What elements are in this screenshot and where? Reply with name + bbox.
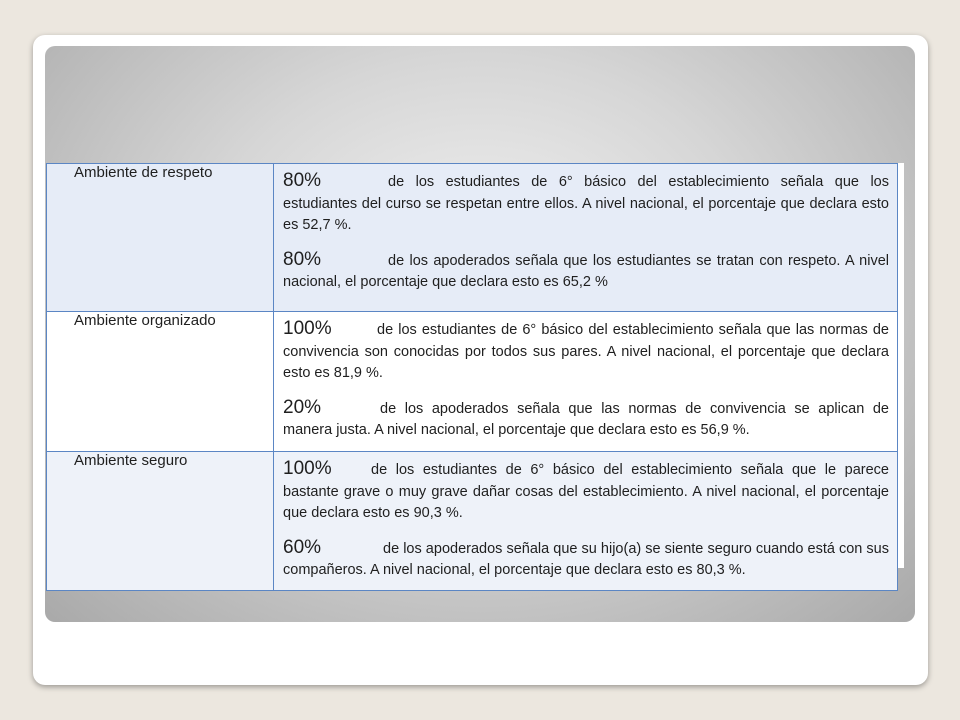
stat-text: de los apoderados señala que los estudiantes se tratan con respeto. A nivel nacional, el porcentaje que declara esto es 65,2 % — [283, 252, 889, 290]
stats-table — [46, 163, 898, 591]
row-content — [274, 452, 898, 591]
row-label: Ambiente seguro — [47, 452, 274, 591]
stat-text: de los estudiantes de 6° básico del establecimiento señala que le parece bastante grave o muy grave dañar cosas del establecimiento. A nivel nacional, el porcentaje que declara esto es 90,3 %. — [283, 462, 889, 521]
stat-text: de los estudiantes de 6° básico del establecimiento señala que las normas de convivencia son conocidas por todos sus pares. A nivel nacional, el porcentaje que declara esto es 81,9 %. — [283, 322, 889, 381]
row-label: Ambiente organizado — [47, 312, 274, 452]
stat-percent: 100% — [283, 458, 332, 479]
stat-block — [283, 397, 889, 442]
stat-text: de los estudiantes de 6° básico del establecimiento señala que los estudiantes del curso se respetan entre ellos. A nivel nacional, el porcentaje que declara esto es 52,7 %. — [283, 174, 889, 233]
stat-percent: 60% — [283, 536, 322, 558]
table-row — [47, 452, 898, 591]
row-content — [274, 312, 898, 452]
row-content — [274, 164, 898, 312]
stat-percent: 80% — [283, 170, 322, 191]
stat-percent: 20% — [283, 396, 322, 418]
table-row — [47, 312, 898, 452]
row-label: Ambiente de respeto — [47, 164, 274, 312]
stats-table-image — [46, 163, 904, 578]
stat-block — [283, 458, 889, 525]
stat-block — [283, 318, 889, 385]
stat-block — [283, 249, 889, 294]
stat-text: de los apoderados señala que su hijo(a) se siente seguro cuando está con sus compañeros. A nivel nacional, el porcentaje que declara esto es 80,3 %. — [283, 540, 889, 578]
table-row — [47, 164, 898, 312]
stat-block — [283, 537, 889, 582]
stat-percent: 80% — [283, 248, 322, 270]
stat-percent: 100% — [283, 318, 332, 339]
stat-block — [283, 170, 889, 237]
stat-text: de los apoderados señala que las normas de convivencia se aplican de manera justa. A nivel nacional, el porcentaje que declara esto es 56,9 %. — [283, 400, 889, 438]
